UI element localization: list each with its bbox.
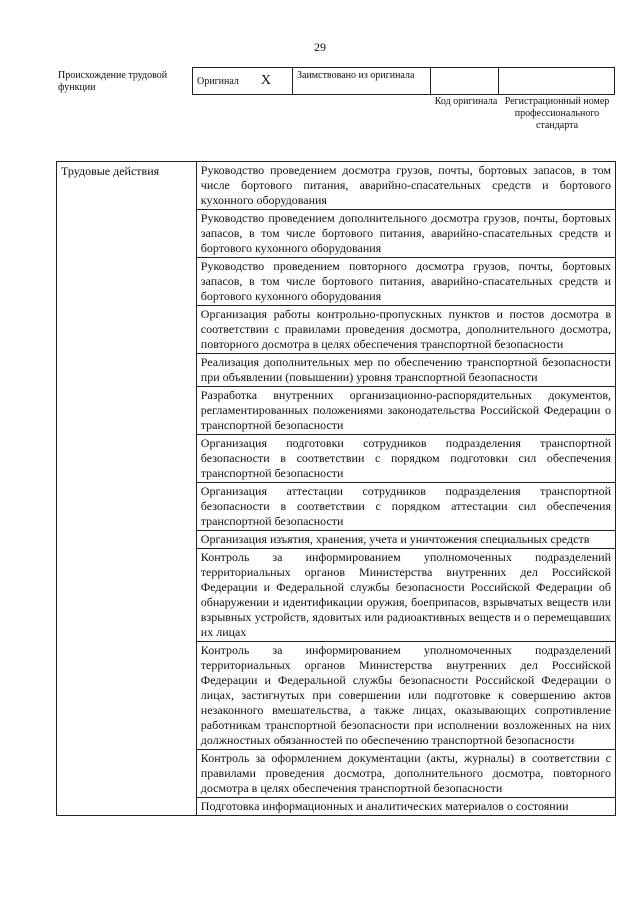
action-item: Контроль за информированием уполномоченных подразделений территориальных органов Министерства внутренних дел Российской Федерации и Федеральной службы безопасности Российской Федерации об обнаружении и идентификации оружия, боеприпасов, взрывчатых веществ или взрывных устройств, ядовитых или радиоактивных веществ и о перемещавших их лицах — [196, 549, 615, 642]
original-mark: X — [260, 73, 272, 88]
action-item: Руководство проведением досмотра грузов, почты, бортовых запасов, в том числе бортового питания, аварийно-спасательных средств и бортового кухонного оборудования — [196, 162, 615, 210]
reg-number-label: Регистрационный номер профессионального стандарта — [504, 96, 610, 131]
table-row — [57, 162, 616, 210]
original-label: Оригинал — [197, 76, 239, 87]
reg-number-cell — [499, 68, 615, 95]
action-item: Контроль за информированием уполномоченных подразделений территориальных органов Министерства внутренних дел Российской Федерации и Федеральной службы безопасности Российской Федерации о лицах, застигнутых при совершении или подготовке к совершению актов незаконного вмешательства, а также лицах, оказывающих сопротивление работникам транспортной безопасности при исполнении возложенных на них должностных обязанностей по обеспечению транспортной безопасности — [196, 642, 615, 750]
labor-actions-header: Трудовые действия — [57, 162, 197, 816]
origin-label: Происхождение трудовой функции — [58, 70, 168, 93]
borrowed-label: Заимствовано из оригинала — [297, 70, 415, 81]
action-item: Контроль за оформлением документации (акты, журналы) в соответствии с правилами проведения досмотра, дополнительного досмотра, повторного досмотра в целях обеспечения транспортной безопасности — [196, 750, 615, 798]
borrowed-cell — [293, 68, 431, 95]
action-item: Организация аттестации сотрудников подразделения транспортной безопасности в соответствии с порядком аттестации сил обеспечения транспортной безопасности — [196, 483, 615, 531]
page-number: 29 — [314, 40, 326, 54]
labor-actions-table — [56, 161, 616, 816]
action-item: Организация работы контрольно-пропускных пунктов и постов досмотра в соответствии с правилами проведения досмотра, дополнительного досмотра, повторного досмотра в целях обеспечения транспортной безопасности — [196, 306, 615, 354]
action-item: Подготовка информационных и аналитических материалов о состоянии — [196, 798, 615, 816]
code-label: Код оригинала — [434, 96, 498, 107]
action-item: Руководство проведением дополнительного досмотра грузов, почты, бортовых запасов, в том числе бортового питания, аварийно-спасательных средств и бортового кухонного оборудования — [196, 210, 615, 258]
action-item: Реализация дополнительных мер по обеспечению транспортной безопасности при объявлении (повышении) уровня транспортной безопасности — [196, 354, 615, 387]
action-item: Организация подготовки сотрудников подразделения транспортной безопасности в соответствии с порядком подготовки сил обеспечения транспортной безопасности — [196, 435, 615, 483]
action-item: Руководство проведением повторного досмотра грузов, почты, бортовых запасов, в том числе бортового питания, аварийно-спасательных средств и бортового кухонного оборудования — [196, 258, 615, 306]
action-item: Организация изъятия, хранения, учета и уничтожения специальных средств — [196, 531, 615, 549]
origin-table — [192, 67, 615, 95]
original-cell — [193, 68, 293, 95]
code-cell — [431, 68, 499, 95]
action-item: Разработка внутренних организационно-распорядительных документов, регламентированных положениями законодательства Российской Федерации о транспортной безопасности — [196, 387, 615, 435]
